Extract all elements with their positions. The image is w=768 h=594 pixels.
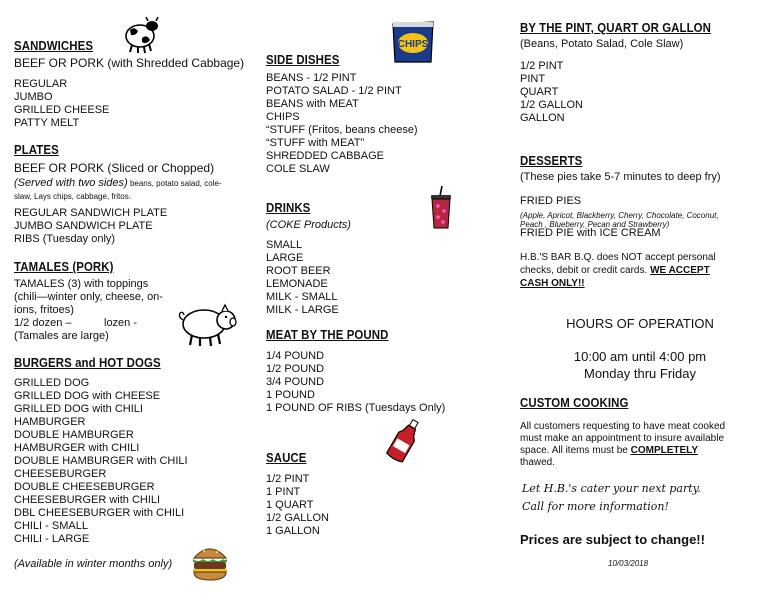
list-item: MILK - SMALL bbox=[266, 291, 338, 303]
fried-pies-label: FRIED PIES bbox=[520, 195, 582, 207]
burgers-note: (Available in winter months only) bbox=[14, 558, 173, 570]
list-item: ROOT BEER bbox=[266, 265, 331, 277]
list-item: 1 QUART bbox=[266, 499, 314, 511]
tamales-line: TAMALES (3) with toppings bbox=[14, 278, 149, 290]
list-item: DOUBLE HAMBURGER with CHILI bbox=[14, 455, 188, 467]
list-item: DBL CHEESEBURGER with CHILI bbox=[14, 507, 185, 519]
list-item: GALLON bbox=[520, 112, 565, 124]
list-item: LARGE bbox=[266, 252, 304, 264]
tamales-line: lozen - bbox=[104, 317, 138, 329]
list-item: CHEESEBURGER bbox=[14, 468, 107, 480]
sauce-bottle-icon bbox=[386, 418, 422, 464]
menu-date: 10/03/2018 bbox=[608, 559, 649, 568]
hours-time: 10:00 am until 4:00 pm bbox=[573, 349, 707, 364]
hours-title: HOURS OF OPERATION bbox=[566, 316, 714, 331]
list-item: 1/2 GALLON bbox=[266, 512, 329, 524]
pie-flavors: Peach , Blueberry, Pecan and Strawberry) bbox=[520, 220, 670, 229]
drink-cup-icon bbox=[428, 186, 454, 230]
plates-note-italic: (Served with two sides) bbox=[14, 177, 128, 189]
payment-line: H.B.'S BAR B.Q. does NOT accept personal bbox=[520, 252, 716, 263]
cash-only: CASH ONLY!! bbox=[520, 278, 585, 289]
middle-column bbox=[264, 0, 504, 594]
list-item: JUMBO SANDWICH PLATE bbox=[14, 220, 153, 232]
tamales-line: (chili—winter only, cheese, on- bbox=[14, 291, 163, 303]
list-item: CHILI - SMALL bbox=[14, 520, 88, 532]
list-item: PATTY MELT bbox=[14, 117, 80, 129]
list-item: BEANS - 1/2 PINT bbox=[266, 72, 357, 84]
list-item: GRILLED DOG with CHILI bbox=[14, 403, 143, 415]
prices-note: Prices are subject to change!! bbox=[520, 532, 705, 547]
desserts-subtitle: (These pies take 5-7 minutes to deep fry) bbox=[520, 171, 721, 183]
list-item: MILK - LARGE bbox=[266, 304, 339, 316]
list-item: 1/2 POUND bbox=[266, 363, 325, 375]
list-item: REGULAR SANDWICH PLATE bbox=[14, 207, 168, 219]
custom-line bbox=[520, 445, 698, 457]
list-item: 1 POUND OF RIBS (Tuesdays Only) bbox=[266, 402, 446, 414]
plates-note-small-2: slaw, Lays chips, cabbage, fritos. bbox=[14, 192, 131, 201]
sandwiches-heading: SANDWICHES bbox=[14, 38, 94, 53]
list-item: SMALL bbox=[266, 239, 303, 251]
list-item: 3/4 POUND bbox=[266, 376, 325, 388]
plates-heading: PLATES bbox=[14, 142, 59, 157]
custom-text: space. All items must be bbox=[520, 445, 631, 456]
list-item: QUART bbox=[520, 86, 559, 98]
payment-emphasis: WE ACCEPT bbox=[650, 265, 710, 276]
list-item: LEMONADE bbox=[266, 278, 328, 290]
cater-line: Let H.B.'s cater your next party. bbox=[522, 482, 701, 495]
drinks-subtitle: (COKE Products) bbox=[266, 219, 351, 231]
burger-icon bbox=[190, 540, 230, 582]
list-item: GRILLED DOG bbox=[14, 377, 90, 389]
list-item: 1 POUND bbox=[266, 389, 315, 401]
custom-line: thawed. bbox=[520, 457, 556, 468]
payment-text: checks, debit or credit cards. bbox=[520, 265, 651, 276]
tamales-heading: TAMALES (PORK) bbox=[14, 259, 114, 274]
list-item: DOUBLE CHEESEBURGER bbox=[14, 481, 155, 493]
list-item: HAMBURGER bbox=[14, 416, 86, 428]
right-column bbox=[516, 0, 764, 594]
plates-note-small: beans, potato salad, cole- bbox=[127, 179, 222, 188]
side-dishes-heading: SIDE DISHES bbox=[266, 52, 340, 67]
plates-note bbox=[14, 177, 222, 190]
pie-flavors: (Apple, Apricot, Blackberry, Cherry, Chocolate, Coconut, bbox=[520, 211, 719, 220]
list-item: PINT bbox=[520, 73, 546, 85]
list-item: 1/2 GALLON bbox=[520, 99, 583, 111]
list-item: 1 GALLON bbox=[266, 525, 320, 537]
list-item: 1/2 PINT bbox=[266, 473, 310, 485]
list-item: COLE SLAW bbox=[266, 163, 330, 175]
list-item: “STUFF with MEAT” bbox=[266, 137, 365, 149]
payment-line bbox=[520, 264, 710, 277]
chips-bag-icon bbox=[389, 20, 437, 64]
cow-icon bbox=[116, 14, 164, 54]
tamales-line: ions, fritoes) bbox=[14, 304, 74, 316]
tamales-line: 1/2 dozen – bbox=[14, 317, 72, 329]
meat-heading: MEAT BY THE POUND bbox=[266, 327, 389, 342]
tamales-line: (Tamales are large) bbox=[14, 330, 109, 342]
pig-icon bbox=[176, 300, 238, 348]
desserts-heading: DESSERTS bbox=[520, 153, 583, 168]
list-item: CHEESEBURGER with CHILI bbox=[14, 494, 161, 506]
left-column bbox=[6, 0, 256, 594]
by-pint-heading: BY THE PINT, QUART OR GALLON bbox=[520, 20, 712, 35]
list-item: HAMBURGER with CHILI bbox=[14, 442, 140, 454]
list-item: DOUBLE HAMBURGER bbox=[14, 429, 134, 441]
list-item: RIBS (Tuesday only) bbox=[14, 233, 116, 245]
burgers-heading: BURGERS and HOT DOGS bbox=[14, 355, 161, 370]
custom-line: All customers requesting to have meat cooked bbox=[520, 421, 726, 432]
sandwiches-subtitle: BEEF OR PORK (with Shredded Cabbage) bbox=[14, 56, 245, 70]
fried-pie-ice-cream: FRIED PIE with ICE CREAM bbox=[520, 227, 661, 239]
plates-subtitle: BEEF OR PORK (Sliced or Chopped) bbox=[14, 161, 215, 175]
list-item: 1/4 POUND bbox=[266, 350, 325, 362]
list-item: CHIPS bbox=[266, 111, 300, 123]
drinks-heading: DRINKS bbox=[266, 200, 311, 215]
list-item: GRILLED DOG with CHEESE bbox=[14, 390, 161, 402]
cater-line: Call for more information! bbox=[522, 500, 669, 513]
custom-line: must make an appointment to insure available bbox=[520, 433, 725, 444]
hours-days: Monday thru Friday bbox=[584, 366, 696, 381]
list-item: SHREDDED CABBAGE bbox=[266, 150, 384, 162]
list-item: REGULAR bbox=[14, 78, 68, 90]
custom-emphasis: COMPLETELY bbox=[630, 445, 699, 456]
list-item: GRILLED CHEESE bbox=[14, 104, 110, 116]
list-item: 1/2 PINT bbox=[520, 60, 564, 72]
chips-label: CHIPS bbox=[397, 39, 429, 50]
list-item: POTATO SALAD - 1/2 PINT bbox=[266, 85, 402, 97]
list-item: “STUFF (Fritos, beans cheese) bbox=[266, 124, 418, 136]
sauce-heading: SAUCE bbox=[266, 450, 307, 465]
by-pint-subtitle: (Beans, Potato Salad, Cole Slaw) bbox=[520, 38, 684, 50]
custom-cooking-heading: CUSTOM COOKING bbox=[520, 395, 629, 410]
list-item: CHILI - LARGE bbox=[14, 533, 90, 545]
list-item: 1 PINT bbox=[266, 486, 301, 498]
list-item: JUMBO bbox=[14, 91, 53, 103]
list-item: BEANS with MEAT bbox=[266, 98, 359, 110]
